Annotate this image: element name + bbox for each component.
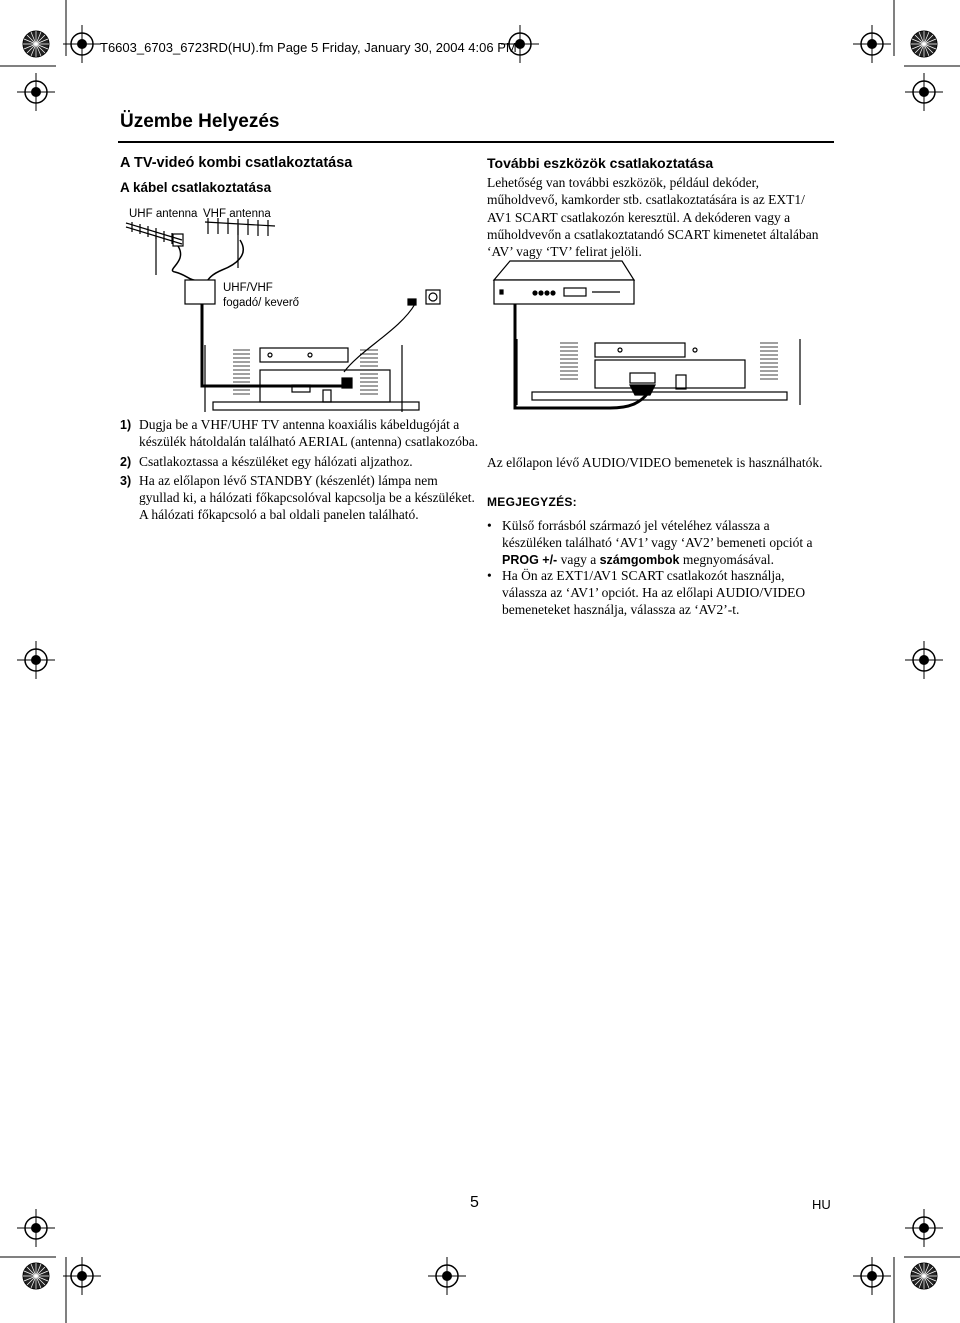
setup-steps <box>120 417 480 527</box>
tv-rear-panel-icon <box>205 345 419 412</box>
crosshair-registration-icon <box>17 641 55 679</box>
page-title: Üzembe Helyezés <box>120 111 280 132</box>
crosshair-registration-icon <box>17 1209 55 1247</box>
note-bullets <box>487 518 832 619</box>
star-registration-icon <box>23 1263 49 1289</box>
step-number: 3) <box>120 474 132 489</box>
crosshair-registration-icon <box>905 641 943 679</box>
crosshair-registration-icon <box>63 1257 101 1295</box>
bullet-icon: • <box>487 518 492 533</box>
mixer-box-icon <box>185 280 215 304</box>
crosshair-registration-icon <box>853 1257 891 1295</box>
star-registration-icon <box>911 31 937 57</box>
coax-cable <box>202 304 348 386</box>
star-registration-icon <box>911 1263 937 1289</box>
vhf-antenna-label: VHF antenna <box>203 208 271 220</box>
bullet-text: megnyomásával. <box>679 551 774 567</box>
bullet-item <box>487 518 832 568</box>
step-text: Csatlakoztassa a készüléket egy hálózati aljzathoz. <box>139 453 413 469</box>
right-heading: További eszközök csatlakoztatása <box>487 155 714 171</box>
section-subheading: A kábel csatlakoztatása <box>120 180 272 195</box>
bullet-text: Külső forrásból származó jel vételéhez válassza a készüléken található ‘AV1’ vagy ‘AV2’ bemeneti opciót a <box>502 518 813 550</box>
note-heading: MEGJEGYZÉS: <box>487 495 577 509</box>
decoder-box-icon <box>494 261 634 304</box>
title-rule <box>118 141 834 143</box>
antenna-connection-diagram <box>110 200 470 412</box>
bullet-text: Ha Ön az EXT1/AV1 SCART csatlakozót használja, válassza az ‘AV1’ opciót. Ha az előlapi AUDIO/VIDEO bemeneteket használja, válassza az ‘AV2’-t. <box>502 568 806 617</box>
tv-rear-panel-icon <box>517 339 800 405</box>
bullet-icon: • <box>487 568 492 584</box>
uhf-antenna-label: UHF antenna <box>129 208 198 220</box>
antenna-cables <box>172 240 243 284</box>
right-paragraph: Lehetőség van további eszközök, például dekóder, műholdvevő, kamkorder stb. csatlakoztatására is az EXT1/ AV1 SCART csatlakozón keresztül. A dekóderen vagy a műholdvevőn a csatlakoztatandó SCART kimenetet általában ‘AV’ vagy ‘TV’ felirat jelöli. <box>487 175 819 260</box>
step-text: Dugja be a VHF/UHF TV antenna koaxiális kábeldugóját a készülék hátoldalán található AERIAL (antenna) csatlakozóba. <box>139 417 479 449</box>
section-heading: A TV-videó kombi csatlakoztatása <box>120 155 353 171</box>
bullet-text: vagy a <box>557 551 600 567</box>
step-number: 2) <box>120 454 132 469</box>
star-registration-icon <box>23 31 49 57</box>
file-header: T6603_6703_6723RD(HU).fm Page 5 Friday, January 30, 2004 4:06 PM <box>100 40 517 55</box>
crosshair-registration-icon <box>428 1257 466 1295</box>
mixer-label-line1: UHF/VHF <box>223 282 273 294</box>
step-item <box>120 417 480 451</box>
step-number: 1) <box>120 418 132 432</box>
mixer-label-line2: fogadó/ keverő <box>223 297 300 309</box>
step-text: Ha az előlapon lévő STANDBY (készenlét) lámpa nem gyullad ki, a hálózati főkapcsolóval kapcsolja be a készüléket. A hálózati főkapcsoló a bal oldali panelen található. <box>139 473 475 522</box>
key-label: számgombok <box>599 552 680 567</box>
crosshair-registration-icon <box>905 1209 943 1247</box>
language-code: HU <box>812 1197 831 1212</box>
key-label: PROG +/- <box>502 552 558 567</box>
vhf-antenna-icon <box>205 218 275 268</box>
bullet-item <box>487 568 832 618</box>
page-number: 5 <box>470 1194 479 1211</box>
crosshair-registration-icon <box>63 25 101 63</box>
mains-plug-icon <box>344 290 440 372</box>
crosshair-registration-icon <box>17 73 55 111</box>
scart-connection-diagram <box>480 255 840 465</box>
crosshair-registration-icon <box>905 73 943 111</box>
step-item <box>120 473 480 523</box>
front-inputs-note: Az előlapon lévő AUDIO/VIDEO bemenetek is használhatók. <box>487 455 823 470</box>
crosshair-registration-icon <box>853 25 891 63</box>
step-item <box>120 454 480 471</box>
